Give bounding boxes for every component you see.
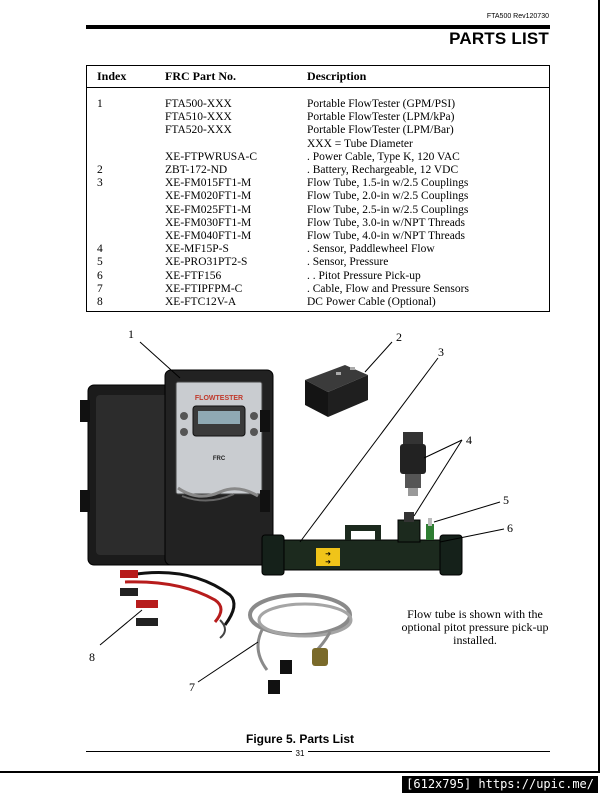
row-description: . . Pitot Pressure Pick-up [307,269,421,282]
row-part-number: FTA510-XXX [165,111,232,124]
flowtester-case-image [80,370,273,565]
row-description: . Sensor, Pressure [307,256,389,269]
table-row [87,256,550,269]
page-title: PARTS LIST [449,29,549,48]
leader-line-2 [365,342,392,372]
row-part-number: XE-FTF156 [165,269,222,282]
table-header-row [87,66,550,88]
dc-power-cable-image [120,570,234,638]
arrow-icon: ➜ [325,558,331,566]
row-part-number: XE-FM015FT1-M [165,177,252,190]
parts-table [86,65,550,312]
table-row [87,177,550,190]
row-index [87,111,163,124]
row-index [87,151,163,164]
table-row [87,164,550,177]
row-index [87,190,163,203]
leader-line-7 [198,642,258,682]
row-description: . Sensor, Paddlewheel Flow [307,243,435,256]
watermark-banner: [612x795] https://upic.me/ [402,776,598,793]
table-row [87,204,550,217]
row-part-number: XE-PRO31PT2-S [165,256,248,269]
row-part-number: ZBT-172-ND [165,164,228,177]
leader-line-8 [100,610,142,645]
leader-line-1 [140,342,180,378]
row-part-number: XE-FM020FT1-M [165,190,252,203]
row-part-number: XE-MF15P-S [165,243,229,256]
row-description: Flow Tube, 2.5-in w/2.5 Couplings [307,203,469,216]
table-row [87,190,550,203]
table-row [87,270,550,283]
table-row [87,217,550,230]
arrow-icon: ➜ [325,550,331,558]
row-description: Flow Tube, 2.0-in w/2.5 Couplings [307,190,469,203]
callout-8: 8 [89,650,95,664]
row-part-number: XE-FM030FT1-M [165,216,252,229]
row-description: Flow Tube, 4.0-in w/NPT Threads [307,230,466,243]
row-index [87,217,163,230]
column-header-description: Description [304,66,550,88]
row-index: 3 [97,177,103,190]
callout-2: 2 [396,330,402,344]
callout-3: 3 [438,345,444,359]
leader-line-5 [434,502,500,522]
device-brand-label: FLOWTESTER [194,395,244,402]
table-row [87,243,550,256]
row-description: DC Power Cable (Optional) [307,296,436,309]
row-description: . Cable, Flow and Pressure Sensors [307,282,469,295]
sensor-cable-image [250,595,351,694]
row-part-number: FTA520-XXX [165,124,232,137]
row-index: 8 [97,296,103,309]
figure-caption: Figure 5. Parts List [245,732,355,746]
row-description: Portable FlowTester (GPM/PSI) [307,98,456,110]
callout-1: 1 [128,327,134,341]
row-part-number: XE-FM025FT1-M [165,203,252,216]
row-part-number [162,138,304,151]
paddlewheel-sensor-image [400,432,426,496]
row-part-number: FTA500-XXX [165,98,232,110]
row-index [87,204,163,217]
row-part-number: XE-FTIPFPM-C [165,282,243,295]
parts-table-body [87,88,550,312]
table-row [87,151,550,164]
row-part-number: XE-FM040FT1-M [165,230,252,243]
table-row [87,124,550,137]
table-row [87,283,550,296]
callout-7: 7 [189,680,195,694]
flow-tube-note: Flow tube is shown with the optional pitot pressure pick-up installed. [401,607,549,647]
table-row [87,88,550,112]
page-number: 31 [292,749,309,758]
column-header-index: Index [87,66,163,88]
callout-4: 4 [466,433,472,447]
row-index [87,138,163,151]
table-row [87,296,550,312]
table-row [87,111,550,124]
battery-image [305,365,368,417]
row-part-number: XE-FTPWRUSA-C [165,150,258,163]
callout-5: 5 [503,493,509,507]
table-row [87,230,550,243]
page-number-wrap [0,749,600,758]
row-index [87,124,163,137]
flow-tube-image [262,512,462,575]
row-index: 4 [97,243,103,256]
device-maker-label: FRC [212,456,226,462]
document-id: FTA500 Rev120730 [486,13,549,20]
column-header-part-no: FRC Part No. [162,66,304,88]
row-part-number: XE-FTC12V-A [165,296,237,309]
row-description: XXX = Tube Diameter [307,137,413,150]
row-index: 1 [97,98,103,110]
row-description: . Battery, Rechargeable, 12 VDC [307,164,459,177]
row-description: Flow Tube, 1.5-in w/2.5 Couplings [307,177,469,190]
row-description: Flow Tube, 3.0-in w/NPT Threads [307,216,466,229]
row-index: 6 [97,269,103,282]
row-index: 7 [97,282,103,295]
row-description: Portable FlowTester (LPM/kPa) [307,111,455,124]
row-index: 5 [97,256,103,269]
row-index [87,230,163,243]
row-index: 2 [97,164,103,177]
callout-6: 6 [507,521,513,535]
row-description: Portable FlowTester (LPM/Bar) [307,124,454,137]
table-row [87,138,550,151]
row-description: . Power Cable, Type K, 120 VAC [307,150,460,163]
